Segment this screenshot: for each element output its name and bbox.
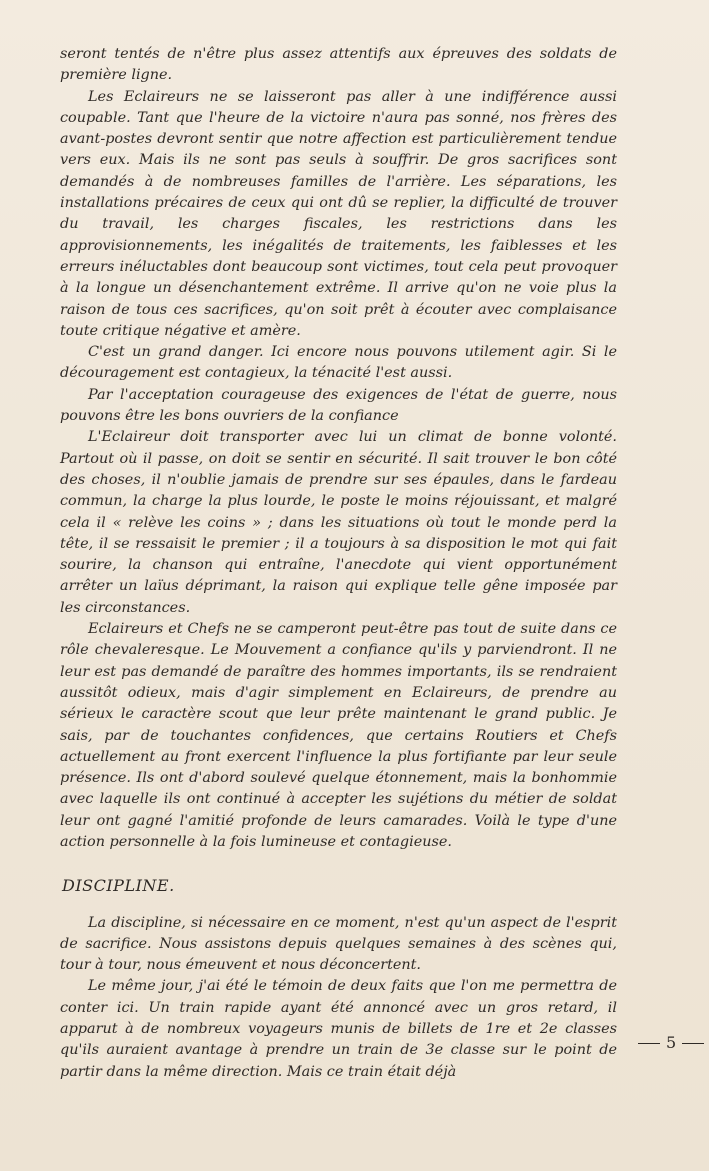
page-number-dash-left <box>638 1043 660 1044</box>
paragraph: Le même jour, j'ai été le témoin de deux faits que l'on me permettra de conter ici. Un train rapide ayant été annoncé avec un gros retard, il apparut à de nombreux voyageurs munis de billets de 1re et 2e classes qu'ils auraient avantage à prendre un train de 3e classe sur le point de partir dans la même direction. Mais ce train était déjà <box>60 978 617 1080</box>
section-heading: DISCIPLINE. <box>62 876 175 896</box>
paragraph: C'est un grand danger. Ici encore nous pouvons utilement agir. Si le découragement est contagieux, la ténacité l'est aussi. <box>60 344 617 382</box>
paragraph: Par l'acceptation courageuse des exigences de l'état de guerre, nous pouvons être les bons ouvriers de la confiance <box>60 386 617 425</box>
page-number <box>632 1033 709 1052</box>
body-text <box>60 44 617 1083</box>
page-number-value: 5 <box>666 1033 677 1052</box>
paragraph: Eclaireurs et Chefs ne se camperont peut-être pas tout de suite dans ce rôle chevaleresque. Le Mouvement a confiance qu'ils y parviendront. Il ne leur est pas demandé de paraître des hommes importants, ils se rendraient aussitôt odieux, mais d'agir simplement en Eclaireurs, de prendre au sérieux le caractère scout que leur prête maintenant le grand public. Je sais, par de touchantes confidences, que certains Routiers et Chefs actuellement au front exercent l'influence la plus fortifiante par leur seule présence. Ils ont d'abord soulevé quelque étonnement, mais la bonhommie avec laquelle ils ont continué à accepter les sujétions du métier de soldat leur ont gagné l'amitié profonde de leurs camarades. Voilà le type d'une action personnelle à la fois lumineuse et contagieuse. <box>60 621 617 850</box>
paragraph: seront tentés de n'être plus assez attentifs aux épreuves des soldats de première ligne. <box>60 46 617 84</box>
paragraph: La discipline, si nécessaire en ce moment, n'est qu'un aspect de l'esprit de sacrifice. Nous assistons depuis quelques semaines à des scènes qui, tour à tour, nous émeuvent et nous déconcertent. <box>60 914 617 974</box>
paragraph: L'Eclaireur doit transporter avec lui un climat de bonne volonté. Partout où il passe, on doit se sentir en sécurité. Il sait trouver le bon côté des choses, il n'oublie jamais de prendre sur ses épaules, dans le fardeau commun, la charge la plus lourde, le poste le moins réjouissant, et malgré cela il « relève les coins » ; dans les situations où tout le monde perd la tête, il se ressaisit le premier ; il a toujours à sa disposition le mot qui fait sourire, la chanson qui entraîne, l'anecdote qui vient opportunément arrêter un laïus déprimant, la raison qui explique telle gêne imposée par les circonstances. <box>60 429 617 616</box>
page-number-dash-right <box>682 1043 704 1044</box>
paragraph: Les Eclaireurs ne se laisseront pas aller à une indifférence aussi coupable. Tant que l'heure de la victoire n'aura pas sonné, nos frères des avant-postes devront sentir que notre affection est particulièrement tendue vers eux. Mais ils ne sont pas seuls à souffrir. De gros sacrifices sont demandés à de nombreuses familles de l'arrière. Les séparations, les installations précaires de ceux qui ont dû se replier, la difficulté de trouver du travail, les charges fiscales, les restrictions dans les approvisionnements, les inégalités de traitements, les faiblesses et les erreurs inéluctables dont beaucoup sont victimes, tout cela peut provoquer à la longue un désenchantement extrême. Il arrive qu'on ne voie plus la raison de tous ces sacrifices, qu'on soit prêt à écouter avec complaisance toute critique négative et amère. <box>60 88 617 339</box>
